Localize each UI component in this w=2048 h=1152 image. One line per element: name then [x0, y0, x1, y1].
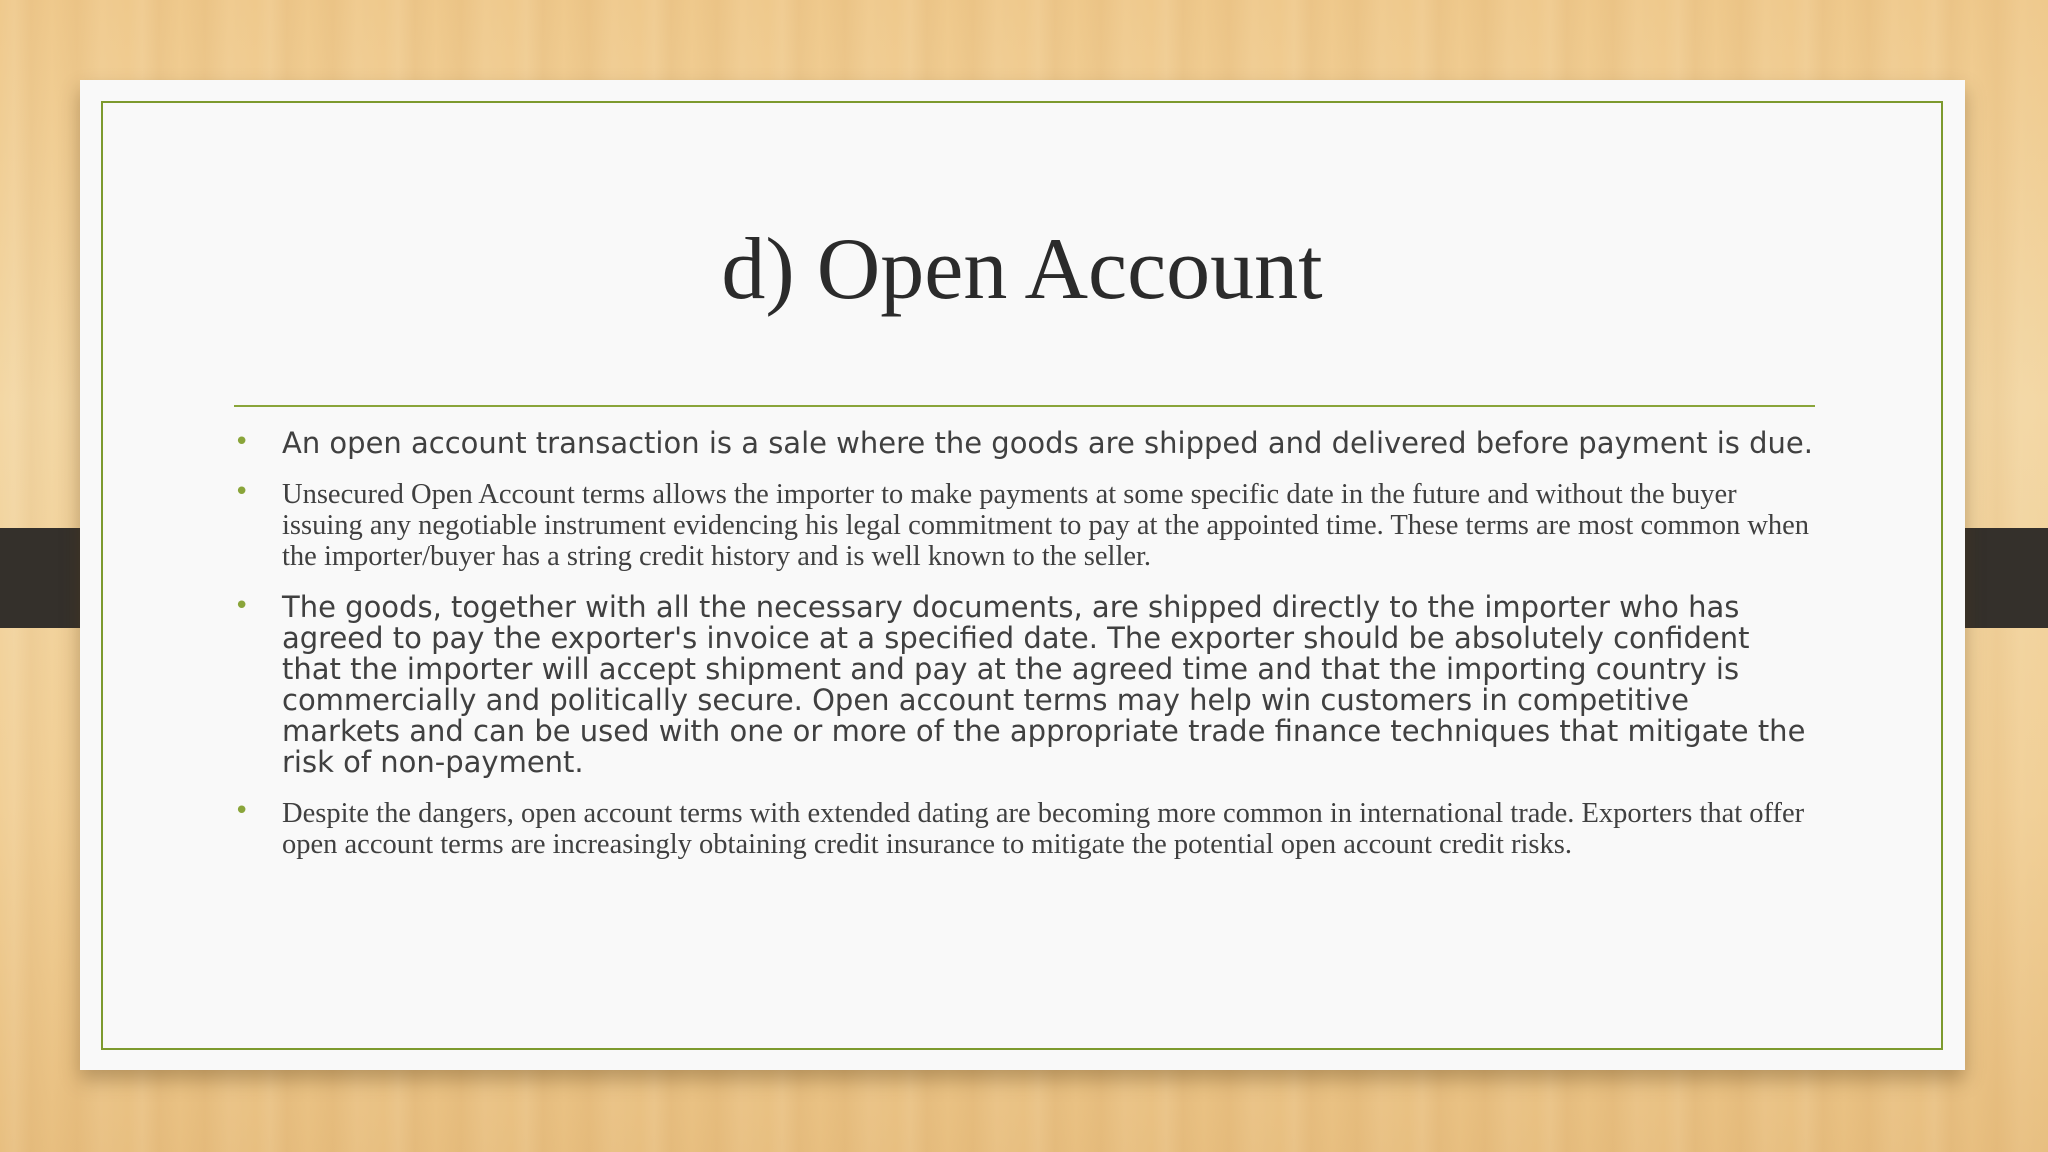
bullet-text: Despite the dangers, open account terms with extended dating are becoming more common in international trade. Exporters that offer open account terms are increasingly obtaining credit insurance to mitigate the potential open account credit risks.	[282, 798, 1805, 860]
bullet-item	[234, 798, 1814, 860]
bullet-text: The goods, together with all the necessary documents, are shipped directly to the importer who has agreed to pay the exporter's invoice at a specified date. The exporter should be absolutely confident that the importer will accept shipment and pay at the agreed time and that the importing country is commercially and politically secure. Open account terms may help win customers in competitive markets and can be used with one or more of the appropriate trade finance techniques that mitigate the risk of non-payment.	[282, 590, 1806, 779]
bullet-item	[234, 592, 1814, 778]
bullet-item	[234, 479, 1814, 572]
bullet-text: Unsecured Open Account terms allows the importer to make payments at some specific date in the future and without the buyer issuing any negotiable instrument evidencing his legal commitment to pay at the appointed time. These terms are most common when the importer/buyer has a string credit history and is well known to the seller.	[282, 479, 1810, 572]
bullet-item	[234, 428, 1814, 459]
bullet-text: An open account transaction is a sale where the goods are shipped and delivered before payment is due.	[282, 426, 1813, 460]
slide-title: d) Open Account	[721, 221, 1323, 318]
bullet-list	[234, 428, 1814, 860]
title-divider	[234, 405, 1815, 407]
